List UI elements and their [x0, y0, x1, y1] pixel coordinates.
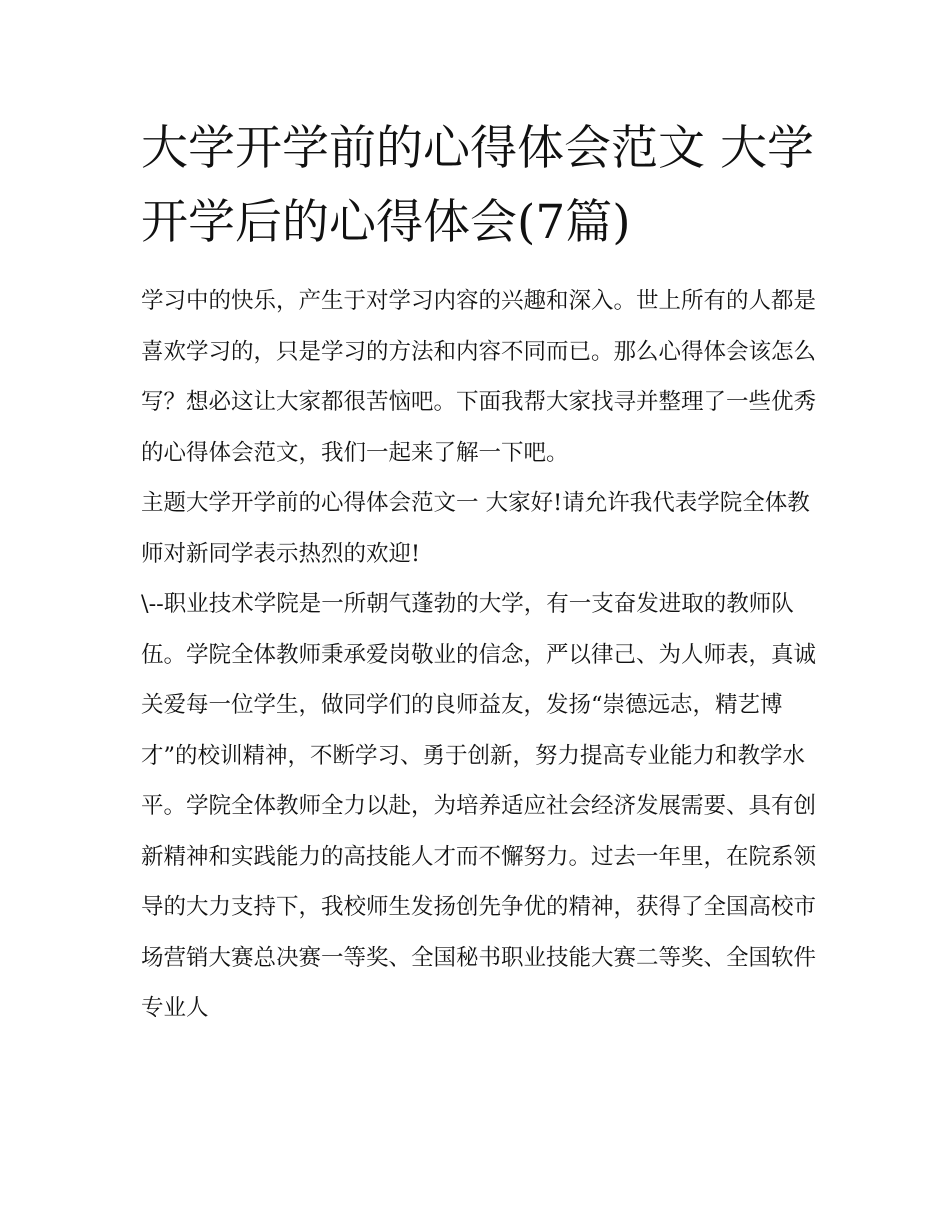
document-body	[141, 276, 821, 1034]
document-title: 大学开学前的心得体会范文 大学开学后的心得体会(7篇)	[141, 121, 814, 250]
essay-heading-paragraph: 主题大学开学前的心得体会范文一 大家好!请允许我代表学院全体教师对新同学表示热烈的欢迎!	[141, 490, 810, 567]
body-paragraph: \--职业技术学院是一所朝气蓬勃的大学，有一支奋发进取的教师队伍。学院全体教师秉承爱岗敬业的信念，严以律己、为人师表，真诚关爱每一位学生，做同学们的良师益友，发扬“崇德远志，精艺博才”的校训精神，不断学习、勇于创新，努力提高专业能力和教学水平。学院全体教师全力以赴，为培养适应社会经济发展需要、具有创新精神和实践能力的高技能人才而不懈努力。过去一年里，在院系领导的大力支持下，我校师生发扬创先争优的精神，获得了全国高校市场营销大赛总决赛一等奖、全国秘书职业技能大赛二等奖、全国软件专业人	[141, 591, 817, 1021]
intro-paragraph: 学习中的快乐，产生于对学习内容的兴趣和深入。世上所有的人都是喜欢学习的，只是学习的方法和内容不同而已。那么心得体会该怎么写？想必这让大家都很苦恼吧。下面我帮大家找寻并整理了一些优秀的心得体会范文，我们一起来了解一下吧。	[141, 288, 817, 466]
